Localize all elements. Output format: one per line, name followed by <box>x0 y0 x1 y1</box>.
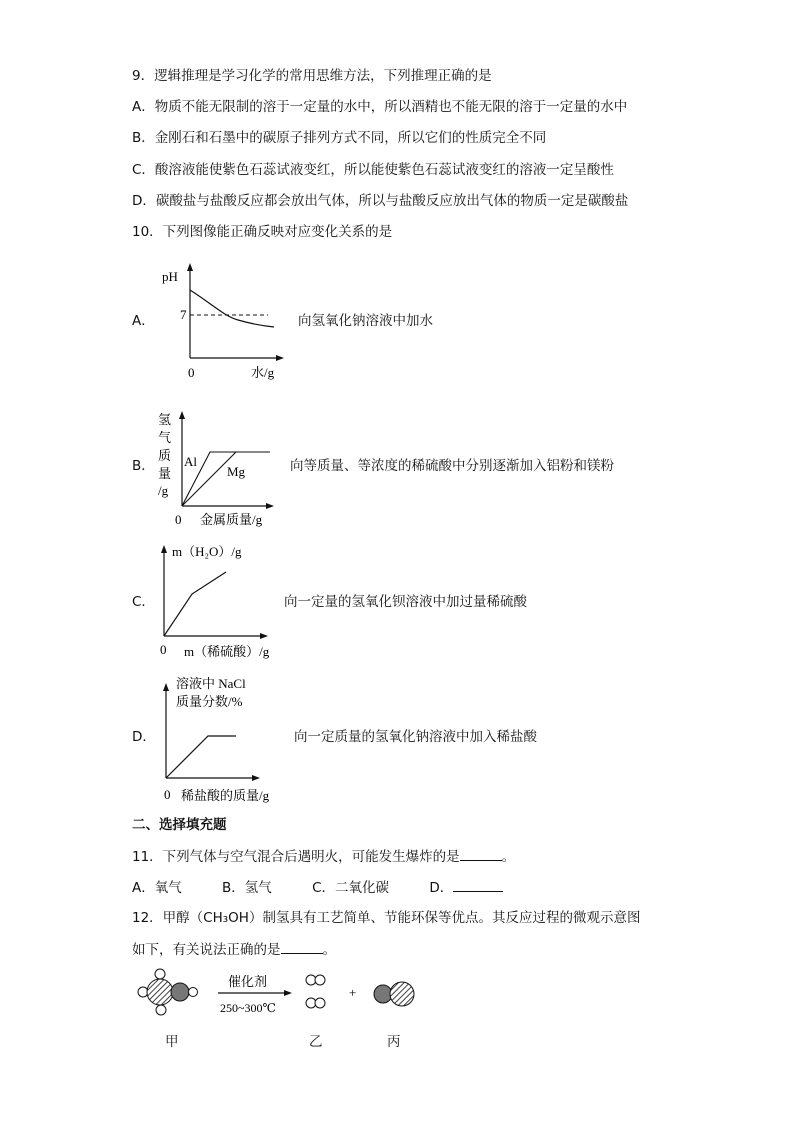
molecule-hydrogen <box>306 975 325 1008</box>
q12-line-2-end: 。 <box>322 942 336 958</box>
q10-c-graph <box>150 538 290 664</box>
q11-choice-d-blank[interactable] <box>453 877 503 892</box>
q11-choice-d: D． <box>429 880 454 896</box>
q10-a-desc: 向氢氧化钠溶液中加水 <box>298 313 433 329</box>
q10-d-origin: 0 <box>164 787 171 802</box>
q10-b-desc: 向等质量、等浓度的稀硫酸中分别逐渐加入铝粉和镁粉 <box>290 458 614 474</box>
q10-a-ylabel: pH <box>162 269 178 284</box>
q10-b-origin: 0 <box>175 512 182 527</box>
q12-label-jia: 甲 <box>165 1034 179 1050</box>
q10-d-graph <box>150 672 290 806</box>
q10-a-graph <box>150 258 290 384</box>
q10-c-xlabel: m（稀硫酸）/g <box>184 644 270 659</box>
section-2-title: 二、选择填充题 <box>132 817 227 833</box>
q10-d-letter: D． <box>132 729 156 745</box>
q10-d-desc: 向一定质量的氢氧化钠溶液中加入稀盐酸 <box>294 729 537 745</box>
q10-b-ylabel-4: /g <box>158 483 169 498</box>
q10-a-curve <box>190 290 274 327</box>
q10-a-xlabel: 水/g <box>251 365 275 380</box>
q10-d-xlabel: 稀盐酸的质量/g <box>181 788 270 803</box>
q11-stem-end: 。 <box>501 849 516 865</box>
q9-option-c: C．酸溶液能使紫色石蕊试液变红，所以能使紫色石蕊试液变红的溶液一定呈酸性 <box>132 162 614 178</box>
q9-option-b: B．金刚石和石墨中的碳原子排列方式不同，所以它们的性质完全不同 <box>132 130 547 146</box>
q11-choice-c: C．二氧化碳 <box>312 880 390 896</box>
q10-stem: 10．下列图像能正确反映对应变化关系的是 <box>132 224 393 240</box>
q11-stem <box>132 846 515 867</box>
q11-choices <box>132 877 503 898</box>
q10-c-desc: 向一定量的氢氧化钡溶液中加过量稀硫酸 <box>284 594 527 610</box>
q12-line-2-text: 如下，有关说法正确的是 <box>132 942 281 958</box>
q10-b-xlabel: 金属质量/g <box>200 512 263 527</box>
q12-label-yi: 乙 <box>309 1034 323 1050</box>
q12-reaction-diagram <box>130 962 430 1024</box>
q10-b-ylabel-1: 气 <box>158 430 172 445</box>
q10-a-letter: A． <box>132 313 155 329</box>
q10-c-line <box>164 572 226 636</box>
q10-c-letter: C． <box>132 594 155 610</box>
q12-temperature: 250~300℃ <box>220 1001 276 1015</box>
q11-stem-text: 11．下列气体与空气混合后遇明火，可能发生爆炸的是 <box>132 849 460 865</box>
q9-option-d: D．碳酸盐与盐酸反应都会放出气体，所以与盐酸反应放出气体的物质一定是碳酸盐 <box>132 193 629 209</box>
q10-b-ylabel-3: 量 <box>158 466 172 481</box>
q10-c-origin: 0 <box>160 642 167 657</box>
q10-c-ylabel: m（H₂O）/g <box>172 544 242 559</box>
q10-b-graph <box>150 404 280 532</box>
q10-b-ylabel-2: 质 <box>158 448 172 463</box>
molecule-carbon-monoxide <box>374 982 414 1006</box>
q12-label-bing: 丙 <box>387 1034 401 1050</box>
q10-a-origin: 0 <box>188 365 195 380</box>
q10-d-line <box>166 736 236 778</box>
q10-b-ylabel-0: 氢 <box>158 412 172 427</box>
q9-option-a: A．物质不能无限制的溶于一定量的水中，所以酒精也不能无限的溶于一定量的水中 <box>132 99 628 115</box>
q11-choice-b: B．氢气 <box>222 880 272 896</box>
q12-plus: + <box>349 985 357 1000</box>
q10-b-letter: B． <box>132 458 155 474</box>
q10-b-series-al: Al <box>184 454 197 469</box>
q10-d-ylabel-2: 质量分数/% <box>176 694 243 709</box>
q11-answer-blank[interactable] <box>460 846 502 861</box>
q12-line-2 <box>132 939 336 960</box>
q10-a-tick-7: 7 <box>180 307 187 322</box>
q10-b-series-mg: Mg <box>227 464 246 479</box>
molecule-methanol <box>138 969 198 1015</box>
q10-d-ylabel-1: 溶液中 NaCl <box>176 676 246 691</box>
q12-answer-blank[interactable] <box>281 939 323 954</box>
q12-catalyst: 催化剂 <box>228 974 268 989</box>
q11-choice-a: A．氧气 <box>132 880 182 896</box>
q12-line-1: 12．甲醇（CH₃OH）制氢具有工艺简单、节能环保等优点。其反应过程的微观示意图 <box>132 910 641 926</box>
q9-stem: 9．逻辑推理是学习化学的常用思维方法，下列推理正确的是 <box>132 68 492 84</box>
